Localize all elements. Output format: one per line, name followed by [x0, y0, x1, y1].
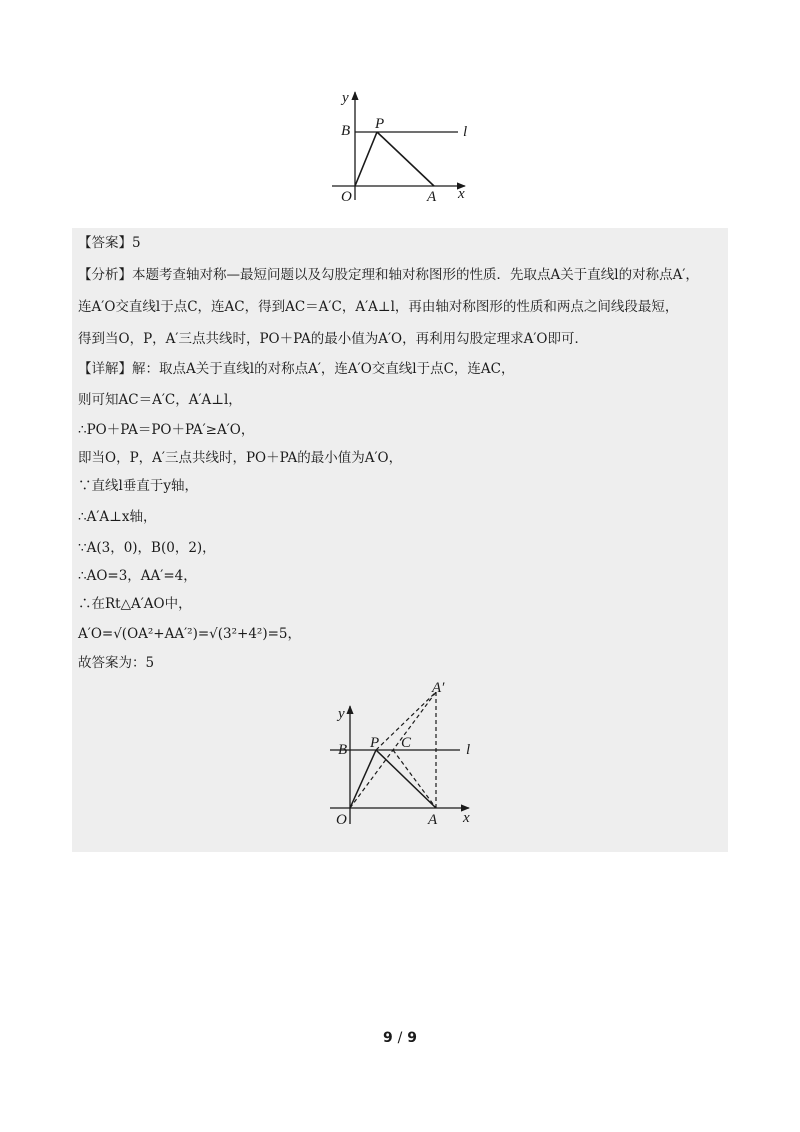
detail-text-8: ∴AO=3，AA′=4， — [78, 568, 197, 584]
segment-pa — [376, 750, 436, 808]
detail-line-9 — [78, 594, 718, 614]
detail-line-4 — [78, 448, 718, 468]
page-number — [0, 1030, 800, 1046]
current-page: 9 — [383, 1030, 393, 1046]
label-c: C — [401, 735, 412, 751]
figure-2-reflection-diagram — [326, 678, 486, 834]
detail-line-6 — [78, 507, 718, 527]
label-b: B — [338, 742, 348, 758]
figure-1-coordinate-diagram — [330, 88, 480, 208]
analysis-text-2: 连A′O交直线l于点C，连AC，得到AC＝A′C，A′A⊥l，再由轴对称图形的性质和两点之间线段最短， — [78, 299, 679, 315]
label-p: P — [370, 735, 380, 751]
label-o: O — [336, 812, 347, 828]
detail-text-9: ∴在Rt△A′AO中， — [78, 596, 192, 612]
detail-line-2 — [78, 390, 718, 410]
label-b: B — [341, 123, 351, 139]
label-a: A — [428, 812, 438, 828]
analysis-text-1: 本题考查轴对称—最短问题以及勾股定理和轴对称图形的性质．先取点A关于直线l的对称点A′， — [132, 267, 699, 283]
page-separator: / — [397, 1030, 403, 1046]
detail-text-2: 则可知AC＝A′C，A′A⊥l， — [78, 392, 242, 408]
conclusion-line — [78, 653, 718, 673]
label-x: x — [458, 186, 465, 202]
detail-text-7: ∵A(3，0)，B(0，2)， — [78, 540, 216, 556]
detail-line-7 — [78, 538, 718, 558]
label-l: l — [463, 124, 468, 140]
detail-text-1: 解：取点A关于直线l的对称点A′，连A′O交直线l于点C，连AC， — [132, 361, 515, 377]
detail-text-5: ∵直线l垂直于y轴， — [78, 478, 198, 494]
analysis-tag: 【分析】 — [78, 267, 132, 283]
label-a-prime: A′ — [432, 680, 445, 696]
analysis-line-1 — [78, 265, 718, 285]
detail-line-8 — [78, 566, 718, 586]
label-o: O — [341, 189, 352, 205]
segment-pa — [377, 132, 434, 186]
detail-line-10 — [78, 624, 718, 644]
detail-text-3: ∴PO＋PA＝PO＋PA′≥A′O， — [78, 422, 255, 438]
detail-line-5 — [78, 476, 718, 496]
detail-text-6: ∴A′A⊥x轴， — [78, 509, 157, 525]
conclusion-text: 故答案为：5 — [78, 655, 155, 671]
detail-line-3 — [78, 420, 718, 440]
detail-text-4: 即当O，P，A′三点共线时，PO＋PA的最小值为A′O， — [78, 450, 403, 466]
label-a: A — [427, 189, 437, 205]
detail-line-1 — [78, 359, 718, 379]
dashed-ca — [393, 750, 436, 808]
answer-line — [78, 233, 718, 253]
segment-op — [355, 132, 377, 186]
label-y: y — [342, 90, 349, 106]
label-p: P — [375, 116, 385, 132]
detail-tag: 【详解】 — [78, 361, 132, 377]
detail-text-10: A′O=√(OA²+AA′²)=√(3²+4²)=5， — [78, 626, 302, 642]
analysis-text-3: 得到当O，P，A′三点共线时，PO＋PA的最小值为A′O，再利用勾股定理求A′O即可． — [78, 331, 588, 347]
answer-tag: 【答案】 — [78, 235, 132, 251]
answer-value: 5 — [132, 235, 141, 251]
analysis-line-2 — [78, 297, 718, 317]
analysis-line-3 — [78, 329, 718, 349]
total-pages: 9 — [407, 1030, 417, 1046]
label-l: l — [466, 742, 471, 758]
label-y: y — [338, 706, 345, 722]
label-x: x — [463, 810, 470, 826]
